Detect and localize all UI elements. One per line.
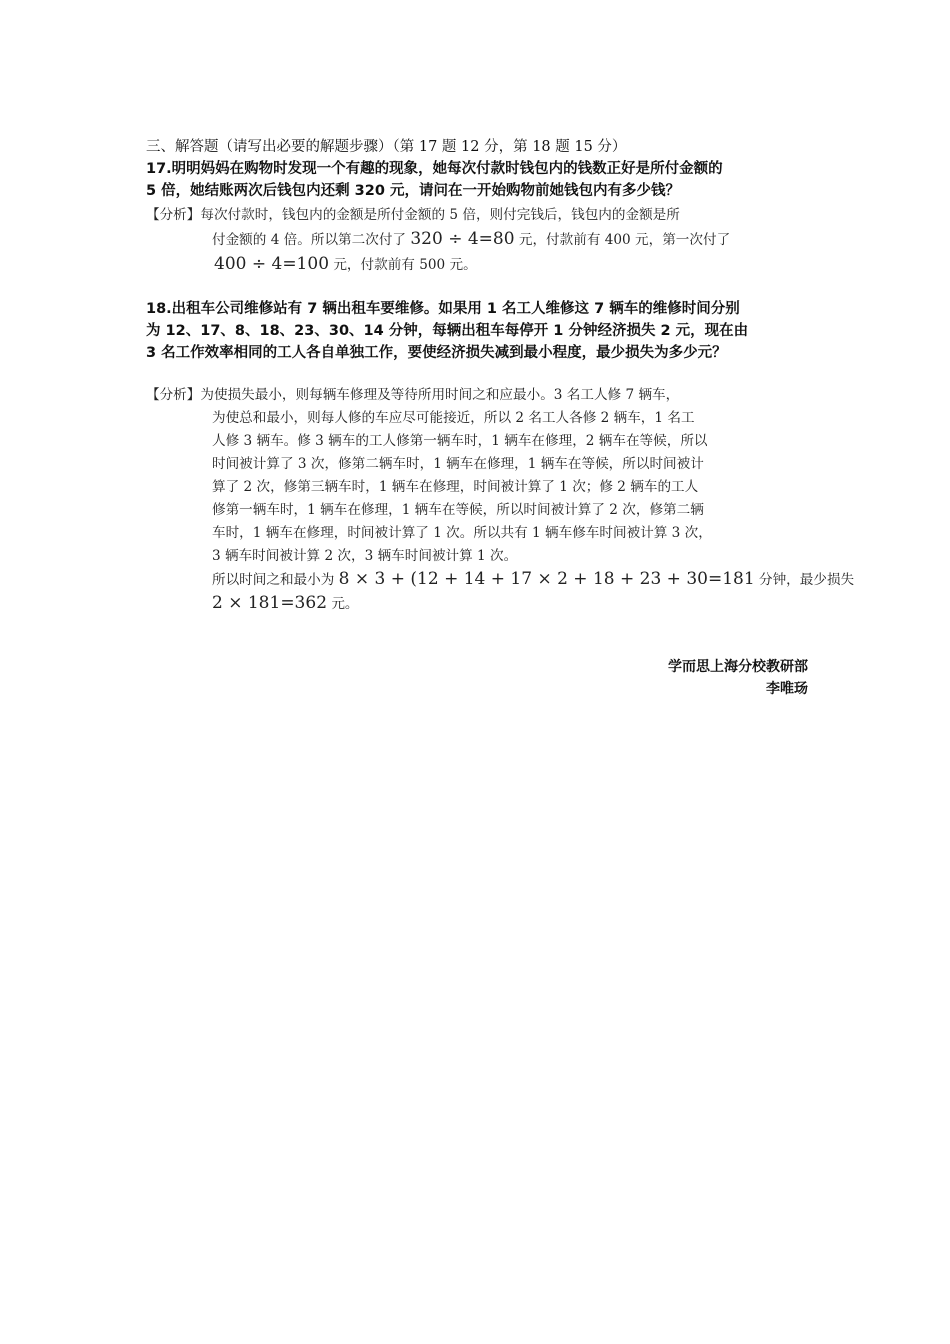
q17-line-1: 17.明明妈妈在购物时发现一个有趣的现象，她每次付款时钱包内的钱数正好是所付金额的 <box>146 161 723 177</box>
q18-analysis-sum-formula: 8 × 3 + (12 + 14 + 17 × 2 + 18 + 23 + 30=181 <box>338 569 755 589</box>
q17-analysis-line-2-pre: 付金额的 4 倍。所以第二次付了 <box>212 232 407 248</box>
q18-analysis-label: 【分析】 <box>146 387 201 403</box>
q18-analysis-sum-pre: 所以时间之和最小为 <box>212 572 335 588</box>
q18-analysis-line-7: 车时，1 辆车在修理，时间被计算了 1 次。所以共有 1 辆车修车时间被计算 3 次， <box>212 525 712 541</box>
q17-analysis-line-1: 每次付款时，钱包内的金额是所付金额的 5 倍，则付完钱后，钱包内的金额是所 <box>200 207 680 223</box>
q18-line-2: 为 12、17、8、18、23、30、14 分钟，每辆出租车每停开 1 分钟经济损失 2 元，现在由 <box>146 323 749 339</box>
q18-analysis-line-2: 为使总和最小，则每人修的车应尽可能接近，所以 2 名工人各修 2 辆车，1 名工 <box>212 410 695 426</box>
q18-analysis <box>146 384 855 616</box>
q17-analysis-label: 【分析】 <box>146 207 201 223</box>
q18-line-3: 3 名工作效率相同的工人各自单独工作，要使经济损失减到最小程度，最少损失为多少元？ <box>146 345 727 361</box>
q18-analysis-line-8: 3 辆车时间被计算 2 次，3 辆车时间被计算 1 次。 <box>212 548 518 564</box>
q18-analysis-line-3: 人修 3 辆车。修 3 辆车的工人修第一辆车时，1 辆车在修理，2 辆车在等候，所以 <box>212 433 708 449</box>
q18-analysis-line-6: 修第一辆车时，1 辆车在修理，1 辆车在等候，所以时间被计算了 2 次，修第二辆 <box>212 502 704 518</box>
q18-analysis-line-5: 算了 2 次，修第三辆车时，1 辆车在修理，时间被计算了 1 次；修 2 辆车的工人 <box>212 479 699 495</box>
section-title <box>146 136 808 158</box>
q18-analysis-loss-formula: 2 × 181=362 <box>212 593 328 613</box>
section-title-text: 三、解答题（请写出必要的解题步骤）（第 17 题 12 分，第 18 题 15 分） <box>146 139 627 155</box>
q17-line-2: 5 倍，她结账两次后钱包内还剩 320 元，请问在一开始购物前她钱包内有多少钱？ <box>146 183 680 199</box>
q17-analysis-line-2-post: 元，付款前有 400 元，第一次付了 <box>518 232 731 248</box>
signature-author: 李唯玚 <box>766 681 808 697</box>
q18-analysis-line-4: 时间被计算了 3 次，修第二辆车时，1 辆车在修理，1 辆车在等候，所以时间被计 <box>212 456 704 472</box>
q17-analysis-line-3-post: 元，付款前有 500 元。 <box>333 257 477 273</box>
q18-analysis-sum-post: 分钟，最少损失 <box>758 572 855 588</box>
signature-org: 学而思上海分校教研部 <box>668 659 808 675</box>
q18-analysis-line-1: 为使损失最小，则每辆车修理及等待所用时间之和应最小。3 名工人修 7 辆车， <box>200 387 680 403</box>
q18-analysis-loss-post: 元。 <box>331 596 359 612</box>
q17-analysis <box>146 204 808 276</box>
q17-analysis-formula-2: 400 ÷ 4=100 <box>214 254 330 274</box>
q18-line-1: 18.出租车公司维修站有 7 辆出租车要维修。如果用 1 名工人维修这 7 辆车的维修时间分别 <box>146 301 740 317</box>
q17-analysis-formula-1: 320 ÷ 4=80 <box>410 229 515 249</box>
